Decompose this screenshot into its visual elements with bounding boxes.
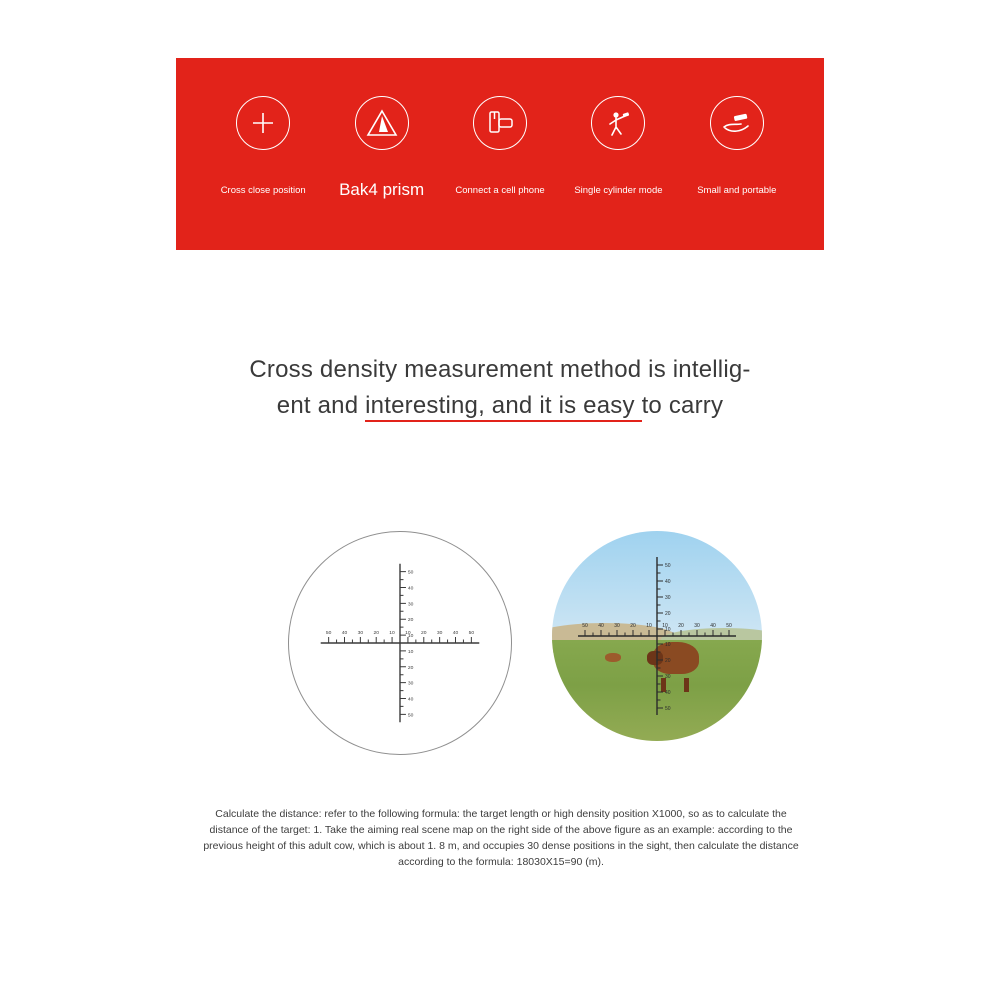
svg-text:40: 40 <box>407 697 414 703</box>
svg-text:10: 10 <box>407 634 414 640</box>
svg-text:20: 20 <box>407 618 414 624</box>
svg-text:30: 30 <box>665 595 671 601</box>
svg-text:10: 10 <box>646 623 652 629</box>
svg-text:30: 30 <box>436 631 443 637</box>
svg-text:50: 50 <box>407 713 414 719</box>
svg-text:50: 50 <box>407 570 414 576</box>
svg-text:10: 10 <box>665 627 671 633</box>
svg-text:40: 40 <box>341 631 348 637</box>
svg-text:40: 40 <box>598 623 604 629</box>
feature-label: Small and portable <box>697 185 777 196</box>
svg-text:20: 20 <box>373 631 379 637</box>
svg-text:20: 20 <box>665 611 671 617</box>
feature-item-cross-close-position <box>204 96 322 197</box>
phone-adapter-icon <box>473 96 527 150</box>
feature-item-bak4-prism <box>322 96 440 200</box>
svg-text:10: 10 <box>389 631 395 637</box>
feature-item-connect-cell-phone <box>441 96 559 197</box>
svg-text:20: 20 <box>421 631 427 637</box>
svg-text:30: 30 <box>357 631 364 637</box>
headline-line-1: Cross density measurement method is intellig- <box>249 356 751 383</box>
svg-text:50: 50 <box>582 623 588 629</box>
svg-text:30: 30 <box>665 674 671 680</box>
svg-text:30: 30 <box>614 623 620 629</box>
svg-text:20: 20 <box>665 658 671 664</box>
svg-text:30: 30 <box>407 681 414 687</box>
feature-label: Single cylinder mode <box>574 185 663 196</box>
headline <box>0 352 1000 424</box>
svg-text:10: 10 <box>405 631 411 637</box>
reticle-graphic <box>552 531 762 741</box>
svg-text:30: 30 <box>407 602 414 608</box>
svg-text:50: 50 <box>468 631 475 637</box>
feature-label: Bak4 prism <box>339 180 425 199</box>
svg-text:20: 20 <box>678 623 684 629</box>
svg-text:40: 40 <box>665 579 671 585</box>
svg-text:30: 30 <box>694 623 700 629</box>
feature-item-small-and-portable <box>678 96 796 197</box>
reticle-graphic <box>289 532 511 754</box>
prism-triangle-icon <box>355 96 409 150</box>
feature-label: Connect a cell phone <box>455 185 545 196</box>
reticle-diagram-scene <box>552 531 762 741</box>
headline-line-2 <box>277 388 723 424</box>
feature-label: Cross close position <box>220 185 306 196</box>
feature-list <box>176 58 824 250</box>
svg-text:40: 40 <box>710 623 716 629</box>
hand-holding-scope-icon <box>710 96 764 150</box>
svg-text:50: 50 <box>726 623 732 629</box>
svg-text:10: 10 <box>662 623 668 629</box>
svg-text:50: 50 <box>325 631 332 637</box>
svg-text:10: 10 <box>665 642 671 648</box>
svg-text:50: 50 <box>665 706 671 712</box>
svg-text:40: 40 <box>665 690 671 696</box>
svg-text:40: 40 <box>452 631 459 637</box>
crosshair-plus-icon <box>236 96 290 150</box>
headline-underlined-text: interesting, and it is easy <box>365 392 641 422</box>
svg-text:20: 20 <box>630 623 636 629</box>
reticle-diagram-plain <box>288 531 512 755</box>
svg-text:40: 40 <box>407 586 414 592</box>
headline-line-2-suffix: to carry <box>641 392 724 419</box>
headline-line-2-prefix: ent and <box>276 392 366 419</box>
svg-text:10: 10 <box>407 649 414 655</box>
feature-banner <box>176 58 824 250</box>
feature-item-single-cylinder-mode <box>559 96 677 197</box>
svg-text:50: 50 <box>665 563 671 569</box>
caption-text: Calculate the distance: refer to the following formula: the target length or high density position X1000, so as to calculate the distance of the target: 1. Take the aiming real scene map on the right side of the above figure as an example: according to the previous height of this adult cow, which is about 1. 8 m, and occupies 30 dense positions in the sight, then calculate the distance according to the formula: 18030X15=90 (m). <box>203 808 799 868</box>
svg-text:20: 20 <box>407 665 414 671</box>
person-monocular-icon <box>591 96 645 150</box>
